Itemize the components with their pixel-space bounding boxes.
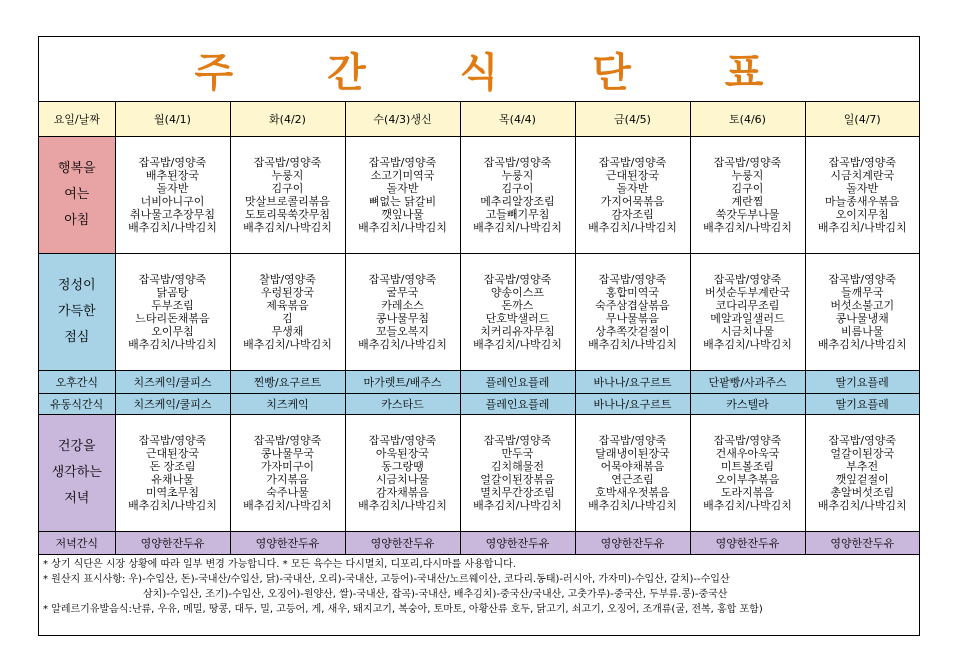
- menu-item: 쑥갓두부나물: [715, 208, 780, 221]
- menu-item: 배추김치/나박김치: [128, 338, 217, 351]
- menu-item: 멸치무간장조림: [480, 486, 555, 499]
- header-corner: 요일/날짜: [39, 102, 115, 137]
- menu-item: 잡곡밥/영양죽: [713, 273, 782, 286]
- menu-item: 버섯소불고기: [830, 299, 895, 312]
- page-title: 주 간 식 단 표: [194, 49, 804, 96]
- menu-item: 느타리돈채볶음: [135, 312, 210, 325]
- menu-item: 누룽지: [731, 169, 764, 182]
- menu-item: 홍합미역국: [605, 286, 660, 299]
- menu-item: 잡곡밥/영양죽: [368, 156, 437, 169]
- menu-item: 배추된장국: [145, 169, 200, 182]
- menu-item: 무생채: [271, 325, 304, 338]
- liquid-snack-row: [39, 394, 919, 415]
- note-line: * 알레르기유발음식:난류, 우유, 메밀, 땅콩, 대두, 밀, 고등어, 게, 새우, 돼지고기, 복숭아, 토마토, 아황산류 호두, 닭고기, 쇠고기, 오징어, 조개류(굴, 전복, 홍합 포함): [43, 604, 763, 615]
- menu-item: 잡곡밥/영양죽: [828, 156, 896, 169]
- menu-item: 마늘종새우볶음: [825, 195, 900, 208]
- menu-item: 김구이: [731, 182, 764, 195]
- menu-item: 배추김치/나박김치: [703, 499, 792, 512]
- menu-item: 배추김치/나박김치: [588, 499, 677, 512]
- note-line: * 상기 식단은 시장 상황에 따라 일부 변경 가능합니다. * 모든 육수는 다시멸치, 디포리,다시마를 사용합니다.: [43, 559, 516, 570]
- menu-item: 두부조림: [151, 299, 194, 312]
- menu-item: 잡곡밥/영양죽: [253, 434, 322, 447]
- menu-cell: [345, 137, 460, 254]
- menu-item: 잡곡밥/영양죽: [138, 273, 207, 286]
- menu-item: 잡곡밥/영양죽: [138, 434, 207, 447]
- liquid-snack-label: 유동식간식: [39, 394, 115, 415]
- menu-item: 굴무국: [386, 286, 419, 299]
- menu-item: 잡곡밥/영양죽: [483, 273, 552, 286]
- menu-cell: [575, 137, 690, 254]
- menu-item: 배추김치/나박김치: [703, 338, 792, 351]
- menu-item: 만두국: [501, 447, 534, 460]
- menu-cell: [230, 415, 345, 532]
- menu-item: 배추김치/나박김치: [588, 338, 677, 351]
- menu-item: 배추김치/나박김치: [473, 499, 562, 512]
- menu-item: 호박새우젓볶음: [595, 486, 670, 499]
- menu-item: 카레소스: [381, 299, 424, 312]
- menu-item: 잡곡밥/영양죽: [138, 156, 207, 169]
- menu-item: 잡곡밥/영양죽: [713, 434, 782, 447]
- lunch-row: [39, 254, 919, 371]
- menu-item: 닭곰탕: [156, 286, 189, 299]
- notes: [39, 555, 919, 619]
- menu-item: 도토리묵쑥갓무침: [244, 208, 330, 221]
- snack-cell: 영양한잔두유: [230, 532, 345, 555]
- menu-item: 김구이: [501, 182, 534, 195]
- menu-cell: [690, 415, 805, 532]
- menu-item: 너비아니구이: [140, 195, 205, 208]
- menu-item: 도라지볶음: [720, 486, 775, 499]
- snack-cell: 바나나/요구르트: [575, 371, 690, 394]
- menu-item: 돌자반: [386, 182, 419, 195]
- menu-item: 오이지무침: [835, 208, 889, 221]
- lunch-label: [39, 254, 115, 371]
- menu-item: 취나물고추장무침: [129, 208, 215, 221]
- menu-item: 잡곡밥/영양죽: [483, 156, 552, 169]
- title-row: [39, 37, 919, 102]
- menu-cell: [805, 415, 919, 532]
- menu-item: 제육볶음: [266, 299, 309, 312]
- note-line: 삼치)-수입산, 조기)-수입산, 오징어)-원양산, 쌀)-국내산, 잡곡)-국내산, 배추김치)-중국산/국내산, 고춧가루)-중국산, 두부류.콩)-중국산: [143, 589, 728, 600]
- menu-item: 돌자반: [156, 182, 189, 195]
- menu-item: 배추김치/나박김치: [358, 221, 447, 234]
- menu-cell: [460, 254, 575, 371]
- snack-cell: 바나나/요구르트: [575, 394, 690, 415]
- menu-item: 누룽지: [271, 169, 304, 182]
- menu-item: 총알버섯조림: [830, 486, 895, 499]
- weekly-menu-sheet: [38, 36, 920, 636]
- menu-item: 건새우아욱국: [715, 447, 780, 460]
- menu-item: 돈까스: [501, 299, 534, 312]
- dinner-label: [39, 415, 115, 532]
- menu-item: 배추김치/나박김치: [358, 499, 447, 512]
- menu-item: 콩나물무국: [260, 447, 315, 460]
- day-header: 일(4/7): [805, 102, 919, 137]
- snack-cell: 치즈케익/쿨피스: [115, 394, 230, 415]
- menu-item: 김치해물전: [490, 460, 545, 473]
- snack-cell: 영양한잔두유: [345, 532, 460, 555]
- menu-cell: [230, 254, 345, 371]
- snack-cell: 치즈케익: [230, 394, 345, 415]
- menu-item: 시금치나물: [720, 325, 775, 338]
- label-line: 저녁: [64, 491, 90, 506]
- snack-cell: 영양한잔두유: [460, 532, 575, 555]
- menu-item: 깻잎나물: [381, 208, 424, 221]
- breakfast-label: [39, 137, 115, 254]
- label-line: 건강을: [57, 439, 96, 454]
- menu-item: 잡곡밥/영양죽: [598, 273, 667, 286]
- menu-item: 계란찜: [731, 195, 764, 208]
- snack-cell: 단팥빵/사과주스: [690, 371, 805, 394]
- menu-cell: [460, 137, 575, 254]
- menu-item: 근대된장국: [605, 169, 660, 182]
- menu-item: 숙주나물: [266, 486, 309, 499]
- menu-item: 부추전: [846, 460, 879, 473]
- label-line: 가득한: [57, 304, 96, 319]
- menu-item: 배추김치/나박김치: [243, 338, 332, 351]
- snack-cell: 영양한잔두유: [575, 532, 690, 555]
- menu-cell: [460, 415, 575, 532]
- menu-item: 시금치계란국: [830, 169, 895, 182]
- menu-item: 얼갈이된장국: [830, 447, 895, 460]
- note-line: * 원산지 표시사항: 우)-수입산, 돈)-국내산/수입산, 닭)-국내산, 오리)-국내산, 고등어)-국내산/노르웨이산, 코다리.동태)-러시아, 가자미)-수입산, 갈치)--수입산: [43, 574, 730, 585]
- menu-item: 돌자반: [616, 182, 649, 195]
- breakfast-row: [39, 137, 919, 254]
- menu-item: 배추김치/나박김치: [358, 338, 447, 351]
- menu-item: 연근조림: [611, 473, 654, 486]
- menu-item: 배추김치/나박김치: [703, 221, 792, 234]
- menu-item: 잡곡밥/영양죽: [598, 156, 667, 169]
- afternoon-snack-label: 오후간식: [39, 371, 115, 394]
- menu-item: 잡곡밥/영양죽: [253, 156, 322, 169]
- menu-item: 오이부추볶음: [715, 473, 780, 486]
- menu-item: 양송이스프: [490, 286, 545, 299]
- menu-item: 배추김치/나박김치: [817, 499, 907, 512]
- menu-item: 우렁된장국: [260, 286, 315, 299]
- menu-item: 배추김치/나박김치: [128, 221, 217, 234]
- menu-item: 어묵야채볶음: [600, 460, 665, 473]
- day-header: 화(4/2): [230, 102, 345, 137]
- menu-item: 버섯순두부계란국: [704, 286, 790, 299]
- menu-item: 뼈없는 닭갈비: [368, 195, 437, 208]
- menu-item: 가지볶음: [266, 473, 309, 486]
- menu-item: 배추김치/나박김치: [473, 338, 562, 351]
- menu-item: 가지어묵볶음: [600, 195, 665, 208]
- snack-cell: 영양한잔두유: [690, 532, 805, 555]
- menu-item: 배추김치/나박김치: [817, 338, 907, 351]
- day-header: 금(4/5): [575, 102, 690, 137]
- menu-item: 달래냉이된장국: [595, 447, 670, 460]
- menu-item: 잡곡밥/영양죽: [713, 156, 782, 169]
- snack-cell: 영양한잔두유: [115, 532, 230, 555]
- header-row: [39, 102, 919, 137]
- menu-item: 잡곡밥/영양죽: [828, 273, 896, 286]
- menu-cell: [345, 254, 460, 371]
- menu-item: 배추김치/나박김치: [588, 221, 677, 234]
- menu-item: 누룽지: [501, 169, 534, 182]
- menu-item: 잡곡밥/영양죽: [598, 434, 667, 447]
- menu-item: 감자조림: [611, 208, 654, 221]
- day-header: 목(4/4): [460, 102, 575, 137]
- menu-cell: [690, 137, 805, 254]
- menu-item: 시금치나물: [375, 473, 430, 486]
- dinner-row: [39, 415, 919, 532]
- evening-snack-row: [39, 532, 919, 555]
- menu-item: 상추쪽갓겉절이: [595, 325, 670, 338]
- snack-cell: 딸기요플레: [805, 394, 919, 415]
- menu-item: 깻잎겉절이: [835, 473, 889, 486]
- menu-cell: [230, 137, 345, 254]
- snack-cell: 영양한잔두유: [805, 532, 919, 555]
- menu-item: 들깨무국: [840, 286, 884, 299]
- menu-item: 동그랑땡: [381, 460, 424, 473]
- menu-item: 잡곡밥/영양죽: [368, 434, 437, 447]
- menu-item: 잡곡밥/영양죽: [368, 273, 437, 286]
- menu-item: 돈 장조림: [149, 460, 196, 473]
- evening-snack-label: 저녁간식: [39, 532, 115, 555]
- menu-item: 돌자반: [846, 182, 879, 195]
- menu-item: 미역초무침: [145, 486, 200, 499]
- menu-item: 얼갈이된장볶음: [480, 473, 555, 486]
- menu-item: 단호박샐러드: [485, 312, 550, 325]
- menu-cell: [115, 254, 230, 371]
- menu-item: 김: [282, 312, 293, 325]
- label-line: 정성이: [57, 278, 96, 293]
- menu-item: 고들빼기무침: [485, 208, 550, 221]
- snack-cell: 찐빵/요구르트: [230, 371, 345, 394]
- menu-cell: [805, 137, 919, 254]
- afternoon-snack-row: [39, 371, 919, 394]
- snack-cell: 카스타드: [345, 394, 460, 415]
- menu-cell: [805, 254, 919, 371]
- menu-item: 배추김치/나박김치: [473, 221, 562, 234]
- menu-item: 메알과일샐러드: [710, 312, 785, 325]
- menu-table: [39, 102, 919, 555]
- menu-item: 잡곡밥/영양죽: [828, 434, 896, 447]
- menu-item: 유채나물: [151, 473, 194, 486]
- menu-item: 치커리유자무침: [480, 325, 555, 338]
- snack-cell: 카스텔라: [690, 394, 805, 415]
- label-line: 여는: [64, 187, 90, 202]
- menu-item: 무나물볶음: [605, 312, 660, 325]
- menu-item: 가자미구이: [260, 460, 315, 473]
- snack-cell: 딸기요플레: [805, 371, 919, 394]
- label-line: 점심: [64, 330, 90, 345]
- snack-cell: 플레인요플레: [460, 394, 575, 415]
- menu-item: 김구이: [271, 182, 304, 195]
- label-line: 생각하는: [51, 465, 102, 480]
- menu-item: 배추김치/나박김치: [128, 499, 217, 512]
- snack-cell: 마가렛트/배주스: [345, 371, 460, 394]
- menu-cell: [115, 415, 230, 532]
- day-header: 수(4/3)생신: [345, 102, 460, 137]
- menu-item: 코다리무조림: [715, 299, 780, 312]
- menu-item: 잡곡밥/영양죽: [483, 434, 552, 447]
- menu-item: 콩나물무침: [375, 312, 430, 325]
- label-line: 아침: [64, 213, 90, 228]
- menu-item: 배추김치/나박김치: [243, 221, 332, 234]
- snack-cell: 플레인요플레: [460, 371, 575, 394]
- menu-item: 배추김치/나박김치: [817, 221, 907, 234]
- menu-item: 숙주삼겹살볶음: [595, 299, 670, 312]
- menu-item: 감자채볶음: [375, 486, 430, 499]
- menu-item: 비름나물: [840, 325, 884, 338]
- menu-cell: [115, 137, 230, 254]
- day-header: 토(4/6): [690, 102, 805, 137]
- menu-item: 콩나물냉채: [835, 312, 889, 325]
- label-line: 행복을: [57, 161, 96, 176]
- menu-cell: [575, 415, 690, 532]
- menu-cell: [345, 415, 460, 532]
- menu-item: 오이무침: [151, 325, 194, 338]
- menu-item: 근대된장국: [145, 447, 200, 460]
- day-header: 월(4/1): [115, 102, 230, 137]
- menu-item: 맛살브로콜리볶음: [244, 195, 330, 208]
- menu-cell: [690, 254, 805, 371]
- menu-item: 미트볼조림: [720, 460, 775, 473]
- menu-item: 소고기미역국: [370, 169, 435, 182]
- menu-item: 찰밥/영양죽: [259, 273, 316, 286]
- menu-cell: [575, 254, 690, 371]
- menu-item: 메추리알장조림: [480, 195, 555, 208]
- menu-item: 꼬들오복지: [375, 325, 430, 338]
- menu-item: 아욱된장국: [375, 447, 430, 460]
- menu-item: 배추김치/나박김치: [243, 499, 332, 512]
- snack-cell: 치즈케익/쿨피스: [115, 371, 230, 394]
